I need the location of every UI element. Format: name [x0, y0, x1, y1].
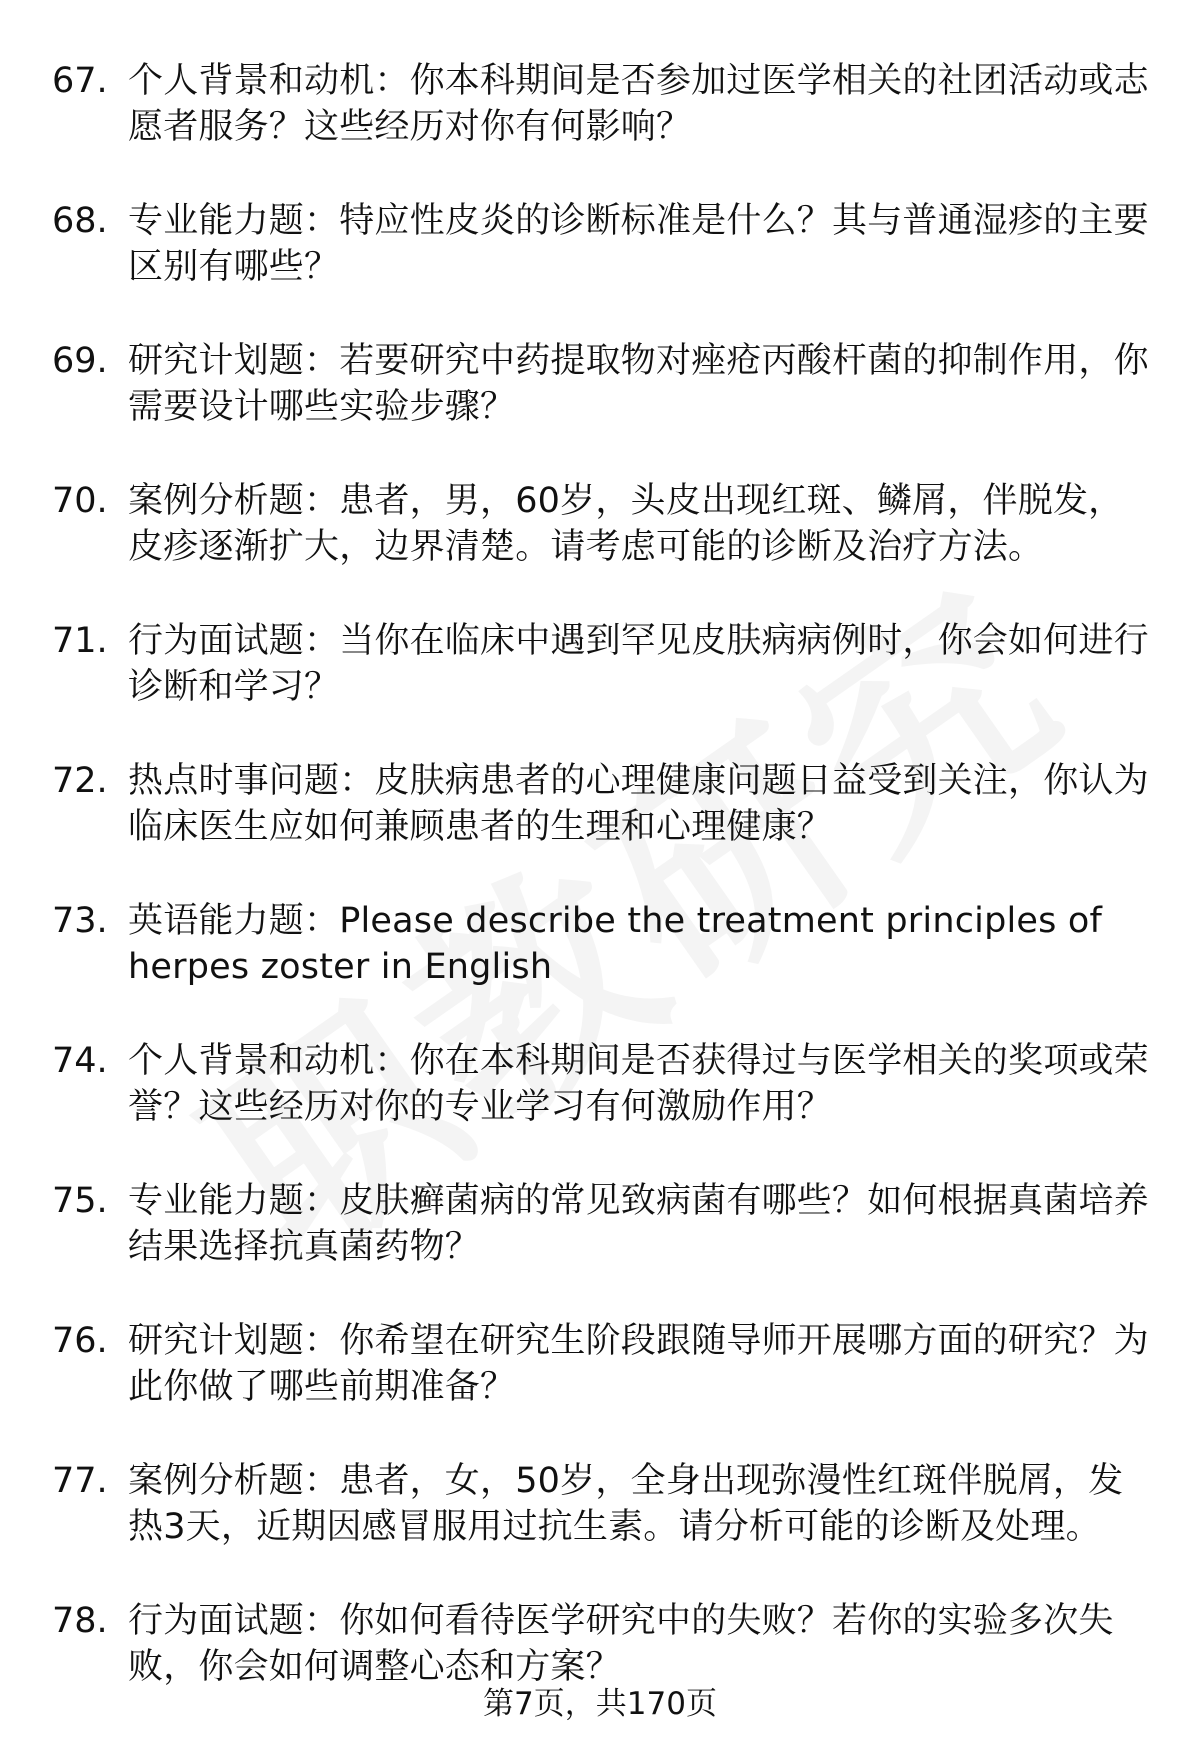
- question-number: 70.: [52, 481, 108, 521]
- question-number: 77.: [52, 1461, 108, 1501]
- question-text: 专业能力题：特应性皮炎的诊断标准是什么？其与普通湿疹的主要区别有哪些？: [128, 201, 1149, 287]
- question-text: 案例分析题：患者，男，60岁，头皮出现红斑、鳞屑，伴脱发，皮疹逐渐扩大，边界清楚。请考虑可能的诊断及治疗方法。: [128, 481, 1124, 567]
- question-item: [52, 1318, 1152, 1458]
- question-item: [52, 1178, 1152, 1318]
- question-text: 研究计划题：你希望在研究生阶段跟随导师开展哪方面的研究？为此你做了哪些前期准备？: [128, 1321, 1149, 1407]
- question-item: [52, 58, 1152, 198]
- question-number: 72.: [52, 761, 108, 801]
- question-text: 个人背景和动机：你在本科期间是否获得过与医学相关的奖项或荣誉？这些经历对你的专业学习有何激励作用？: [128, 1041, 1149, 1127]
- question-text: 热点时事问题：皮肤病患者的心理健康问题日益受到关注，你认为临床医生应如何兼顾患者的生理和心理健康？: [128, 761, 1149, 847]
- question-item: [52, 618, 1152, 758]
- question-text: 专业能力题：皮肤癣菌病的常见致病菌有哪些？如何根据真菌培养结果选择抗真菌药物？: [128, 1181, 1149, 1267]
- question-number: 69.: [52, 341, 108, 381]
- question-item: [52, 198, 1152, 338]
- question-text: 行为面试题：你如何看待医学研究中的失败？若你的实验多次失败，你会如何调整心态和方案？: [128, 1601, 1114, 1687]
- question-item: [52, 478, 1152, 618]
- question-item: [52, 898, 1152, 1038]
- question-number: 75.: [52, 1181, 108, 1221]
- question-list: [52, 58, 1152, 1738]
- question-item: [52, 758, 1152, 898]
- question-number: 76.: [52, 1321, 108, 1361]
- question-text: 行为面试题：当你在临床中遇到罕见皮肤病病例时，你会如何进行诊断和学习？: [128, 621, 1149, 707]
- question-text: 案例分析题：患者，女，50岁，全身出现弥漫性红斑伴脱屑，发热3天，近期因感冒服用过抗生素。请分析可能的诊断及处理。: [128, 1461, 1124, 1547]
- question-item: [52, 338, 1152, 478]
- question-item: [52, 1458, 1152, 1598]
- question-text: 英语能力题：Please describe the treatment principles of herpes zoster in English: [128, 901, 1103, 987]
- question-text: 研究计划题：若要研究中药提取物对痤疮丙酸杆菌的抑制作用，你需要设计哪些实验步骤？: [128, 341, 1149, 427]
- question-number: 68.: [52, 201, 108, 241]
- question-number: 78.: [52, 1601, 108, 1641]
- page-footer: 第7页，共170页: [483, 1686, 717, 1722]
- question-item: [52, 1038, 1152, 1178]
- question-number: 71.: [52, 621, 108, 661]
- question-number: 67.: [52, 61, 108, 101]
- question-text: 个人背景和动机：你本科期间是否参加过医学相关的社团活动或志愿者服务？这些经历对你有何影响？: [128, 61, 1149, 147]
- question-number: 73.: [52, 901, 108, 941]
- question-number: 74.: [52, 1041, 108, 1081]
